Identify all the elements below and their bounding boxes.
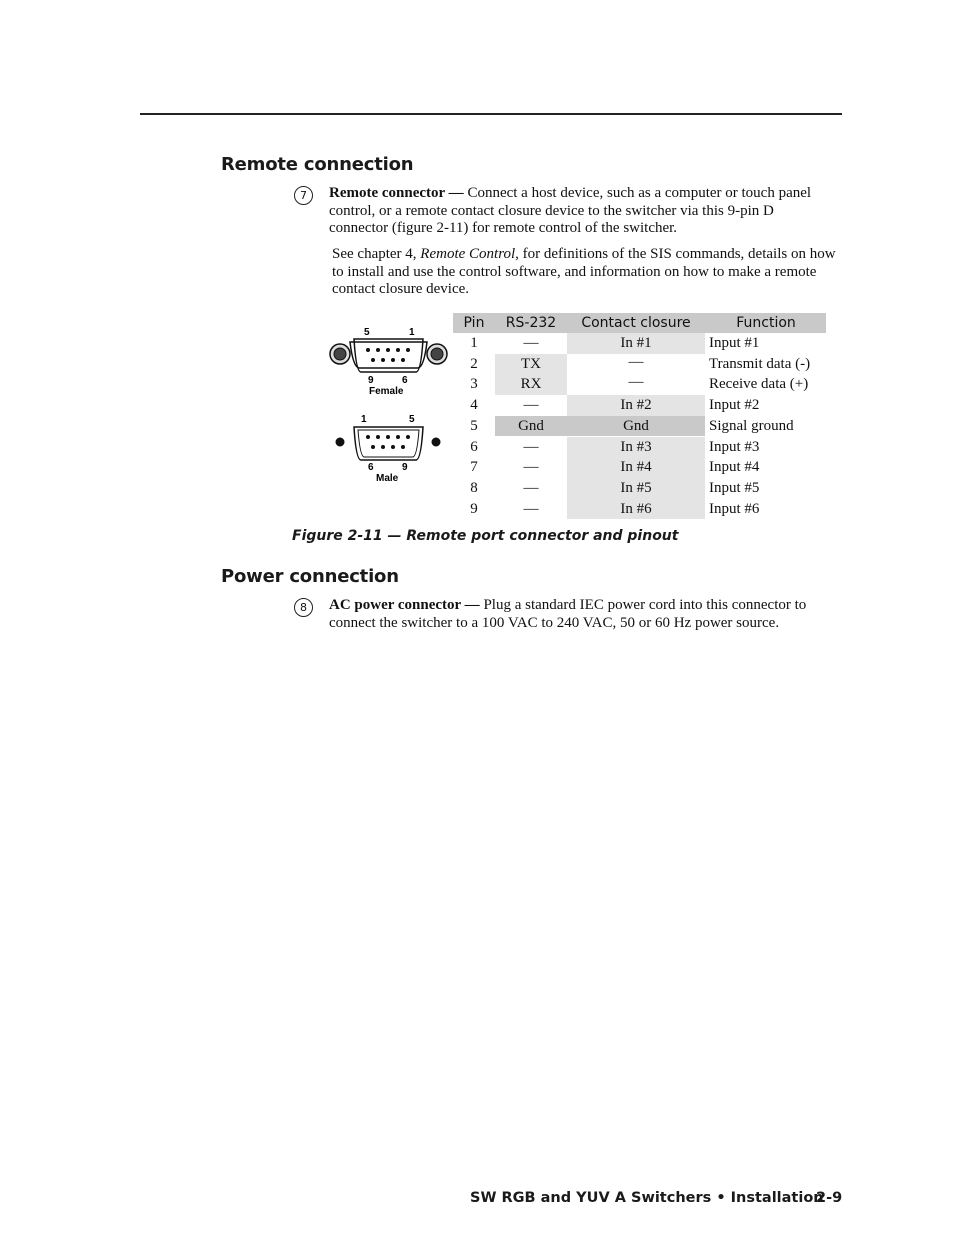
male-pin-1-label: 1	[361, 414, 367, 425]
header-rule	[140, 113, 842, 115]
function-cell: Input #3	[709, 438, 760, 455]
female-pin-6-label: 6	[402, 375, 408, 386]
function-cell: Input #2	[709, 397, 760, 414]
pin-cell: 9	[470, 500, 478, 517]
contact-closure-cell: In #5	[620, 479, 652, 496]
note-post: , for definitions of the SIS commands, details on how to install and use the control software, and information on how to make a remote contact closure device.	[332, 246, 836, 297]
remote-connector-paragraph	[329, 185, 829, 238]
callout-8-icon: 8	[294, 598, 313, 617]
header-function: Function	[736, 315, 796, 331]
function-cell: Input #6	[709, 500, 760, 517]
function-cell: Input #5	[709, 479, 760, 496]
female-pin-9-label: 9	[368, 375, 374, 386]
function-cell: Signal ground	[709, 417, 794, 434]
pin-cell: 2	[470, 355, 478, 372]
male-pin-9-label: 9	[402, 462, 408, 473]
rs232-cell: —	[523, 438, 539, 455]
rs232-cell: —	[523, 500, 539, 517]
function-cell: Input #4	[709, 459, 760, 476]
footer-title: SW RGB and YUV A Switchers • Installation	[470, 1190, 824, 1206]
remote-connection-heading: Remote connection	[221, 154, 414, 175]
note-pre: See chapter 4,	[332, 246, 421, 262]
function-cell: Input #1	[709, 335, 760, 351]
rs232-cell: —	[523, 479, 539, 496]
right-mount-hole-icon	[432, 438, 441, 447]
ac-power-text: Plug a standard IEC power cord into this connector to connect the switcher to a 100 VAC to 240 VAC, 50 or 60 Hz power source.	[329, 597, 807, 631]
header-pin: Pin	[463, 315, 485, 331]
remote-connector-text: Connect a host device, such as a computer or touch panel control, or a remote contact closure device to the switcher via this 9-pin D connector (figure 2-11) for remote control of the switcher.	[329, 185, 812, 236]
power-connection-heading: Power connection	[221, 566, 399, 587]
contact-closure-cell: —	[628, 353, 644, 370]
contact-closure-cell: —	[628, 374, 644, 391]
rs232-cell: —	[523, 335, 539, 351]
right-screw-hex-icon	[431, 348, 443, 360]
contact-closure-cell: In #3	[620, 438, 652, 455]
male-db9-connector	[326, 410, 450, 486]
female-db9-connector	[326, 322, 450, 398]
pin-cell: 8	[470, 479, 478, 496]
left-screw-hex-icon	[334, 348, 346, 360]
contact-closure-cell: In #6	[620, 500, 652, 517]
header-rs232: RS-232	[505, 315, 557, 331]
female-shell-outline	[350, 342, 427, 368]
pin-cell: 6	[470, 438, 478, 455]
pin-cell: 3	[470, 376, 478, 393]
rs232-cell: TX	[521, 355, 541, 372]
female-label: Female	[369, 386, 404, 397]
pin-cell: 7	[470, 459, 478, 476]
remote-control-note	[332, 246, 842, 299]
male-shell-outer	[354, 427, 423, 460]
male-label: Male	[376, 473, 399, 484]
rs232-cell: —	[523, 397, 539, 414]
contact-closure-cell: Gnd	[623, 417, 649, 434]
rs232-cell: RX	[520, 376, 542, 393]
ac-power-paragraph	[329, 597, 834, 632]
figure-caption: Figure 2-11 — Remote port connector and pinout	[292, 528, 679, 544]
female-pin-5-label: 5	[364, 327, 370, 338]
callout-7-icon: 7	[294, 186, 313, 205]
male-pin-5-label: 5	[409, 414, 415, 425]
contact-closure-cell: In #4	[620, 459, 652, 476]
rs232-cell: Gnd	[518, 417, 544, 434]
left-mount-hole-icon	[336, 438, 345, 447]
page-number: 2-9	[816, 1190, 843, 1206]
pin-cell: 5	[470, 417, 478, 434]
contact-closure-cell: In #2	[620, 397, 652, 414]
pin-cell: 4	[470, 397, 478, 414]
note-italic-link: Remote Control	[420, 246, 516, 262]
male-pin-6-label: 6	[368, 462, 374, 473]
ac-power-lead: AC power connector —	[329, 597, 480, 613]
pin-cell: 1	[470, 335, 478, 351]
female-pin-1-label: 1	[409, 327, 415, 338]
contact-closure-cell: In #1	[620, 335, 652, 351]
header-contact-closure: Contact closure	[581, 315, 691, 331]
remote-connector-lead: Remote connector —	[329, 185, 464, 201]
function-cell: Receive data (+)	[709, 376, 809, 393]
rs232-cell: —	[523, 459, 539, 476]
function-cell: Transmit data (-)	[709, 355, 811, 372]
